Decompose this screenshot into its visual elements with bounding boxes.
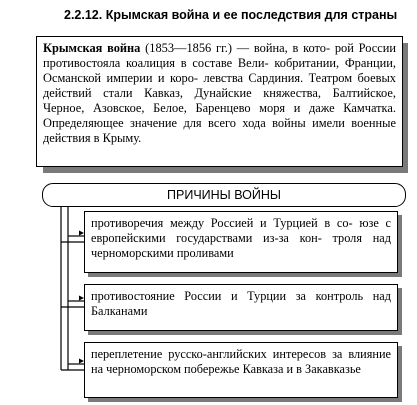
definition-term: Крымская война <box>43 41 141 55</box>
cause-item-3: переплетение русско-английских интересов за влияние на черноморском побережье Кавказа и в Закавказье <box>84 342 398 398</box>
section-heading: 2.2.12. Крымская война и ее последствия для страны <box>64 8 398 22</box>
definition-text: (1853—1856 гг.) — война, в кото- рой России противостояла коалиция в составе Вели- кобритании, Франции, Османской империи и коро- левства Сардиния. Театром боевых действий стали Кавказ, Дунайские княжества, Балтийское, Черное, Азовское, Белое, Баренцево моря и даже Камчатка. Определяющее значение для всего хода войны имели военные действия в Крыму. <box>43 41 396 145</box>
cause-item-2: противостояние России и Турции за контроль над Балканами <box>84 284 398 331</box>
causes-title: ПРИЧИНЫ ВОЙНЫ <box>42 183 406 207</box>
cause-item-1: противоречия между Россией и Турцией в со- юзе с европейскими государствами из-за кон- троля над черноморскими проливами <box>84 211 398 273</box>
